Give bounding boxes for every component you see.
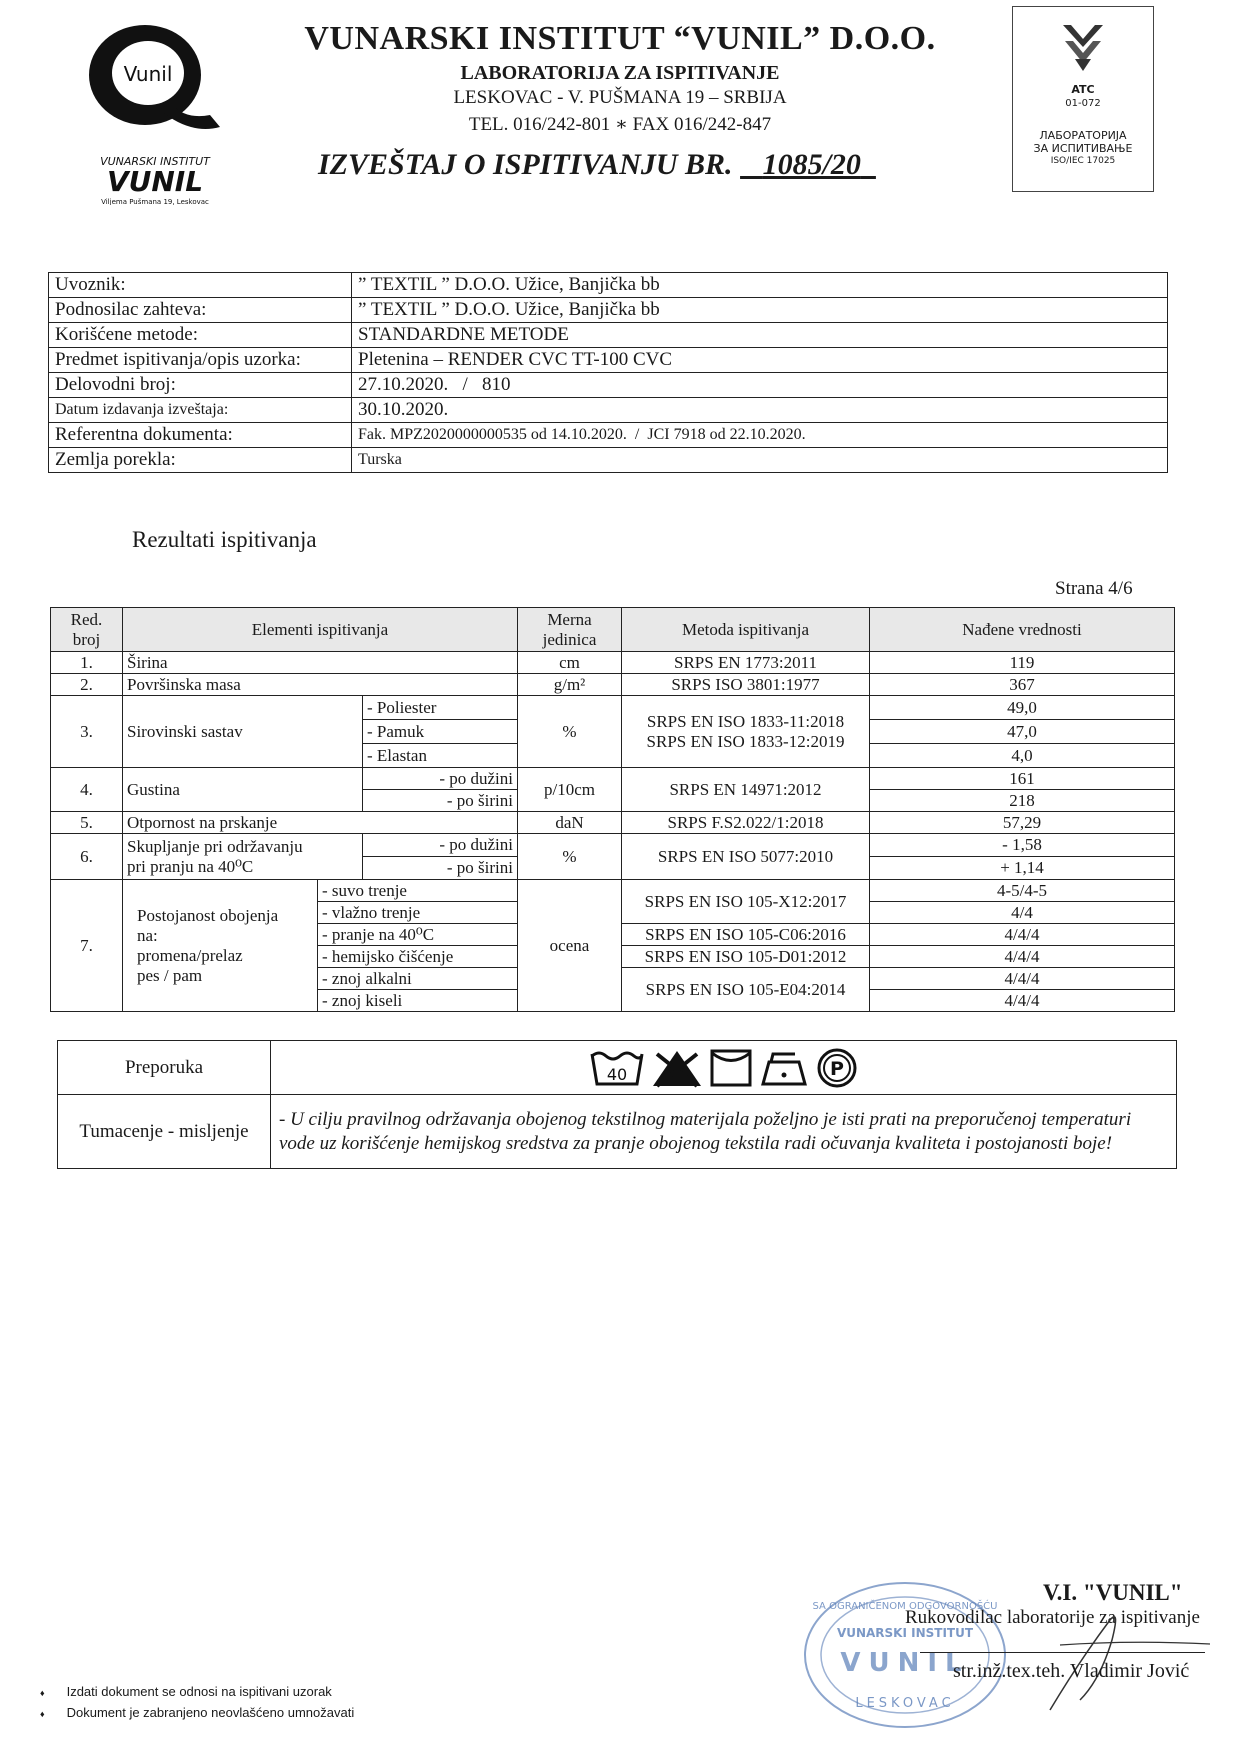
row-unit: p/10cm [518, 768, 622, 812]
row-subelement: - Pamuk [363, 720, 518, 744]
row-method: SRPS EN ISO 105-D01:2012 [622, 946, 870, 968]
lab-stamp [800, 1575, 1010, 1735]
row-subelement: - znoj kiseli [318, 990, 518, 1012]
row-element: Površinska masa [123, 674, 518, 696]
col-unit: Merna jedinica [518, 608, 622, 652]
row-no: 2. [51, 674, 123, 696]
dry-clean-p-icon [815, 1046, 859, 1090]
row-value: 4/4/4 [870, 924, 1175, 946]
org-address: LESKOVAC - V. PUŠMANA 19 – SRBIJA [453, 87, 787, 108]
info-value: STANDARDNE METODE [352, 323, 1168, 348]
signatory-name: str.inž.tex.teh. Vladimir Jović [953, 1660, 1190, 1682]
accreditation-icon [1053, 19, 1113, 75]
row-unit: cm [518, 652, 622, 674]
signature-line [920, 1652, 1205, 1653]
row-value: 57,29 [870, 812, 1175, 834]
info-label: Podnosilac zahteva: [49, 298, 352, 323]
info-label: Predmet ispitivanja/opis uzorka: [49, 348, 352, 373]
row-subelement: - po širini [363, 790, 518, 812]
table-row [51, 812, 1175, 834]
row-value: 4/4/4 [870, 946, 1175, 968]
info-row [49, 273, 1168, 298]
svg-text:VUNIL: VUNIL [106, 165, 204, 198]
info-label: Zemlja porekla: [49, 448, 352, 473]
wash-40-icon [589, 1048, 645, 1088]
info-label: Uvoznik: [49, 273, 352, 298]
table-header-row [51, 608, 1175, 652]
svg-text:40: 40 [606, 1064, 627, 1084]
row-subelement: - suvo trenje [318, 880, 518, 902]
row-value: 4,0 [870, 744, 1175, 768]
footer-note: ♦ Dokument je zabranjeno neovlašćeno umnožavati [40, 1703, 354, 1724]
letterhead [300, 18, 940, 136]
lab-name: LABORATORIJA ZA ISPITIVANJE [460, 62, 780, 84]
accreditation-badge [1012, 6, 1154, 192]
report-number: 1085/20 [762, 148, 861, 181]
row-value: 218 [870, 790, 1175, 812]
info-row [49, 373, 1168, 398]
svg-text:VUNIL: VUNIL [840, 1648, 970, 1678]
svg-text:P: P [829, 1057, 844, 1080]
info-label: Delovodni broj: [49, 373, 352, 398]
row-no: 5. [51, 812, 123, 834]
row-subelement: - znoj alkalni [318, 968, 518, 990]
info-value: ” TEXTIL ” D.O.O. Užice, Banjička bb [352, 298, 1168, 323]
table-row [51, 880, 1175, 902]
row-unit: g/m² [518, 674, 622, 696]
col-no: Red. broj [51, 608, 123, 652]
svg-text:VUNARSKI INSTITUT: VUNARSKI INSTITUT [836, 1626, 974, 1640]
svg-text:Viljema Pušmana 19, Leskovac: Viljema Pušmana 19, Leskovac [101, 198, 209, 205]
row-no: 6. [51, 834, 123, 880]
row-method: SRPS EN ISO 5077:2010 [622, 834, 870, 880]
row-element: Postojanost obojenja na: promena/prelaz pes / pam [123, 880, 318, 1012]
info-row [49, 348, 1168, 373]
info-row [49, 448, 1168, 473]
row-value: 4-5/4-5 [870, 880, 1175, 902]
row-element: Otpornost na prskanje [123, 812, 518, 834]
table-row [51, 768, 1175, 790]
info-row [49, 423, 1168, 448]
atc-name: ATC [1071, 83, 1095, 96]
results-title: Rezultati ispitivanja [132, 527, 317, 552]
row-unit: % [518, 696, 622, 768]
report-title [318, 148, 876, 182]
care-symbols [271, 1041, 1177, 1095]
row-element: Gustina [123, 768, 363, 812]
row-subelement: - hemijsko čišćenje [318, 946, 518, 968]
row-subelement: - po dužini [363, 768, 518, 790]
recommendation-table [57, 1040, 1177, 1169]
info-label: Referentna dokumenta: [49, 423, 352, 448]
footer-note: ♦ Izdati dokument se odnosi na ispitivani uzorak [40, 1682, 354, 1703]
atc-text: ЛАБОРАТОРИЈА ЗА ИСПИТИВАЊЕ ISO/IEC 17025 [1033, 129, 1133, 166]
tumble-dry-icon [709, 1048, 753, 1088]
row-value: 4/4 [870, 902, 1175, 924]
page-number: Strana 4/6 [1055, 578, 1133, 599]
recommendation-label: Preporuka [58, 1041, 271, 1095]
row-no: 1. [51, 652, 123, 674]
footer-notes [40, 1682, 354, 1724]
row-element: Sirovinski sastav [123, 696, 363, 768]
no-bleach-icon [651, 1048, 703, 1088]
table-row [51, 696, 1175, 720]
vunil-logo [70, 15, 240, 205]
atc-code: 01-072 [1065, 98, 1101, 109]
info-label: Datum izdavanja izveštaja: [49, 398, 352, 423]
svg-text:SA OGRANIČENOM ODGOVORNOŠĆU: SA OGRANIČENOM ODGOVORNOŠĆU [812, 1601, 998, 1612]
signature-org: V.I. "VUNIL" [1043, 1580, 1183, 1605]
row-method: SRPS EN ISO 105-X12:2017 [622, 880, 870, 924]
interpretation-text: - U cilju pravilnog održavanja obojenog tekstilnog materijala poželjno je isti prati na preporučenoj temperaturi vode uz korišćenje hemijskog sredstva za pranje obojenog tekstila radi očuvanja kvaliteta i postojanosti boje! [271, 1095, 1177, 1169]
svg-text:LESKOVAC: LESKOVAC [855, 1696, 955, 1711]
row-element: Skupljanje pri održavanju pri pranju na 40⁰C [123, 834, 363, 880]
info-row [49, 398, 1168, 423]
report-prefix: IZVEŠTAJ O ISPITIVANJU BR. [318, 148, 733, 181]
row-value: - 1,58 [870, 834, 1175, 857]
row-method: SRPS EN 1773:2011 [622, 652, 870, 674]
row-subelement: - po širini [363, 857, 518, 880]
info-value: Pletenina – RENDER CVC TT-100 CVC [352, 348, 1168, 373]
org-name: VUNARSKI INSTITUT “VUNIL” D.O.O. [304, 20, 936, 57]
row-value: 161 [870, 768, 1175, 790]
interpretation-label: Tumacenje - misljenje [58, 1095, 271, 1169]
row-subelement: - vlažno trenje [318, 902, 518, 924]
row-method: SRPS F.S2.022/1:2018 [622, 812, 870, 834]
info-value: 27.10.2020. / 810 [352, 373, 1168, 398]
row-unit: % [518, 834, 622, 880]
row-unit: ocena [518, 880, 622, 1012]
col-value: Nađene vrednosti [870, 608, 1175, 652]
results-table [50, 607, 1175, 1012]
info-label: Korišćene metode: [49, 323, 352, 348]
row-unit: daN [518, 812, 622, 834]
info-row [49, 298, 1168, 323]
row-method: SRPS EN 14971:2012 [622, 768, 870, 812]
row-value: 4/4/4 [870, 990, 1175, 1012]
row-subelement: - po dužini [363, 834, 518, 857]
info-table [48, 272, 1168, 473]
row-no: 7. [51, 880, 123, 1012]
info-value: Fak. MPZ2020000000535 od 14.10.2020. / JCI 7918 od 22.10.2020. [352, 423, 1168, 448]
row-method: SRPS ISO 3801:1977 [622, 674, 870, 696]
row-value: 367 [870, 674, 1175, 696]
row-subelement: - pranje na 40⁰C [318, 924, 518, 946]
row-element: Širina [123, 652, 518, 674]
recommendation-row [58, 1041, 1177, 1095]
row-value: 47,0 [870, 720, 1175, 744]
row-subelement: - Poliester [363, 696, 518, 720]
row-value: 49,0 [870, 696, 1175, 720]
info-value: 30.10.2020. [352, 398, 1168, 423]
info-value: Turska [352, 448, 1168, 473]
row-method: SRPS EN ISO 1833-11:2018 SRPS EN ISO 1833-12:2019 [622, 696, 870, 768]
signature-role: Rukovodilac laboratorije za ispitivanje [905, 1607, 1200, 1628]
row-value: 4/4/4 [870, 968, 1175, 990]
row-method: SRPS EN ISO 105-E04:2014 [622, 968, 870, 1012]
iron-icon [759, 1048, 809, 1088]
row-value: + 1,14 [870, 857, 1175, 880]
row-method: SRPS EN ISO 105-C06:2016 [622, 924, 870, 946]
info-value: ” TEXTIL ” D.O.O. Užice, Banjička bb [352, 273, 1168, 298]
org-phone: TEL. 016/242-801 ∗ FAX 016/242-847 [468, 114, 772, 135]
row-no: 3. [51, 696, 123, 768]
svg-text:Vunil: Vunil [123, 62, 173, 86]
row-value: 119 [870, 652, 1175, 674]
svg-text:VUNARSKI INSTITUT: VUNARSKI INSTITUT [100, 155, 210, 168]
table-row [51, 834, 1175, 857]
col-element: Elementi ispitivanja [123, 608, 518, 652]
interpretation-row [58, 1095, 1177, 1169]
info-row [49, 323, 1168, 348]
col-method: Metoda ispitivanja [622, 608, 870, 652]
table-row [51, 652, 1175, 674]
row-no: 4. [51, 768, 123, 812]
table-row [51, 674, 1175, 696]
row-subelement: - Elastan [363, 744, 518, 768]
